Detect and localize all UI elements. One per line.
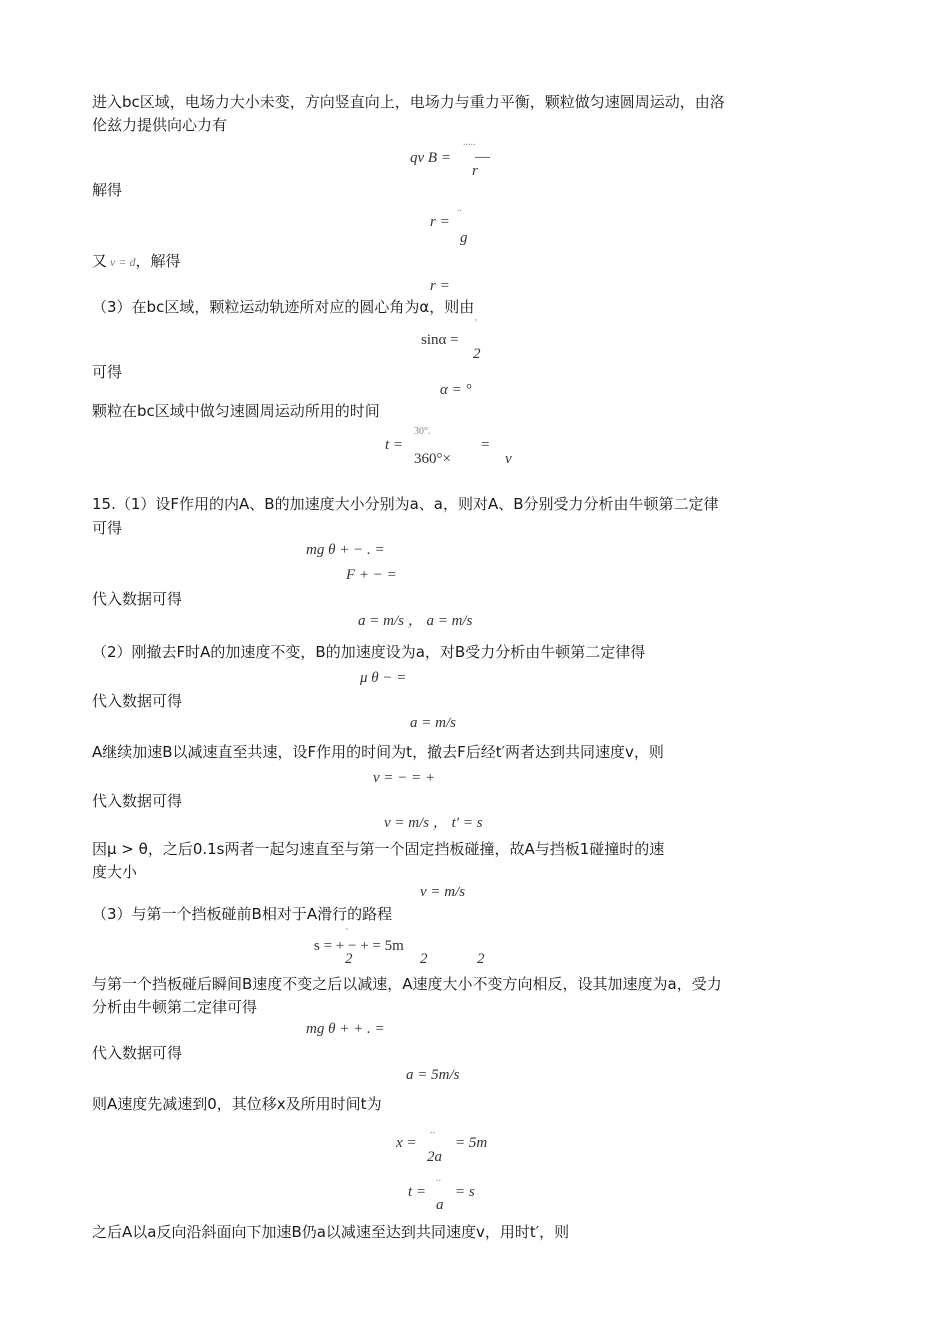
- equation-denominator: 2: [420, 951, 428, 967]
- equation: mg θ + + . =: [306, 1021, 385, 1037]
- text-line: 度大小: [92, 863, 138, 881]
- text-line: 与第一个挡板碰后瞬间B速度不变之后以减速，A速度大小不变方向相反，设其加速度为a，受力: [92, 975, 722, 993]
- equation-denominator: g: [460, 230, 468, 246]
- text-line: 伦兹力提供向心力有: [92, 116, 228, 134]
- text-line: 代入数据可得: [92, 590, 183, 608]
- text-line: 可得: [92, 363, 123, 381]
- equation: qv B =: [410, 150, 451, 166]
- inline-formula: v = d: [107, 255, 136, 269]
- equation-numerator: ..: [430, 1125, 435, 1136]
- equation-denominator: 2: [345, 951, 353, 967]
- text-line: 分析由牛顿第二定律可得: [92, 998, 258, 1016]
- fraction-bar: —: [475, 149, 490, 165]
- equation: v = m/s ， t′ = s: [384, 815, 483, 831]
- text-line: 进入bc区域，电场力大小未变，方向竖直向上，电场力与重力平衡，颗粒做匀速圆周运动，由洛: [92, 93, 725, 111]
- equation: α = °: [440, 382, 472, 398]
- equation-denominator: 2: [477, 951, 485, 967]
- equation-denominator: 2a: [427, 1149, 442, 1165]
- equation: r =: [430, 214, 450, 230]
- text-fragment: 又: [92, 252, 108, 270]
- equation: x =: [396, 1135, 417, 1151]
- text-line: 代入数据可得: [92, 792, 183, 810]
- equation: a = m/s: [410, 715, 456, 731]
- equation: a = 5m/s: [406, 1067, 460, 1083]
- equation: = s: [455, 1184, 475, 1200]
- equation-numerator: ': [346, 927, 348, 938]
- equation-numerator: ': [475, 318, 477, 329]
- text-line: （3）与第一个挡板碰前B相对于A滑行的路程: [92, 905, 393, 923]
- equation-numerator: 30°.: [414, 426, 431, 437]
- equation: v = − = +: [373, 770, 436, 786]
- text-line: （3）在bc区域，颗粒运动轨迹所对应的圆心角为α，则由: [92, 298, 475, 316]
- equation: r =: [430, 278, 450, 294]
- text-line: 颗粒在bc区域中做匀速圆周运动所用的时间: [92, 402, 380, 420]
- equation-denominator: a: [436, 1197, 444, 1213]
- equation-denominator: r: [472, 163, 478, 179]
- equation: μ θ − =: [360, 670, 407, 686]
- text-line: 之后A以a反向沿斜面向下加速B仍a以减速至达到共同速度v，用时t′，则: [92, 1223, 570, 1241]
- text-line: [92, 251, 180, 272]
- equation: = 5m: [455, 1135, 488, 1151]
- equation: s = + − + = 5m: [314, 938, 404, 954]
- equation: F + − =: [346, 567, 397, 583]
- text-line: 则A速度先减速到0，其位移x及所用时间t为: [92, 1095, 382, 1113]
- equation: mg θ + − . =: [306, 542, 385, 558]
- equation: v = m/s: [420, 884, 466, 900]
- equation-numerator: .....: [463, 137, 476, 148]
- equation: sinα =: [421, 332, 459, 348]
- text-line: （2）刚撤去F时A的加速度不变，B的加速度设为a，对B受力分析由牛顿第二定律得: [92, 643, 646, 661]
- equation-numerator: ..: [457, 203, 462, 214]
- equation-denominator: v: [505, 451, 512, 467]
- equation: t =: [385, 437, 404, 453]
- text-line: A继续加速B以减速直至共速，设F作用的时间为t，撤去F后经t′两者达到共同速度v，则: [92, 743, 664, 761]
- equation: t =: [408, 1184, 427, 1200]
- text-line: 解得: [92, 181, 123, 199]
- equation-denominator: 2: [473, 346, 481, 362]
- text-line: 因μ > θ，之后0.1s两者一起匀速直至与第一个固定挡板碰撞，故A与挡板1碰撞时的速: [92, 840, 665, 858]
- equation-numerator: ..: [436, 1173, 441, 1184]
- text-line: 代入数据可得: [92, 692, 183, 710]
- equation: a = m/s ， a = m/s: [358, 613, 473, 629]
- text-line: 代入数据可得: [92, 1044, 183, 1062]
- equation: =: [481, 437, 490, 453]
- text-fragment: ，解得: [135, 252, 181, 270]
- text-line: 可得: [92, 519, 123, 537]
- text-line: 15.（1）设F作用的内A、B的加速度大小分别为a、a，则对A、B分别受力分析由牛顿第二定律: [92, 495, 719, 513]
- equation: 360°×: [414, 451, 451, 467]
